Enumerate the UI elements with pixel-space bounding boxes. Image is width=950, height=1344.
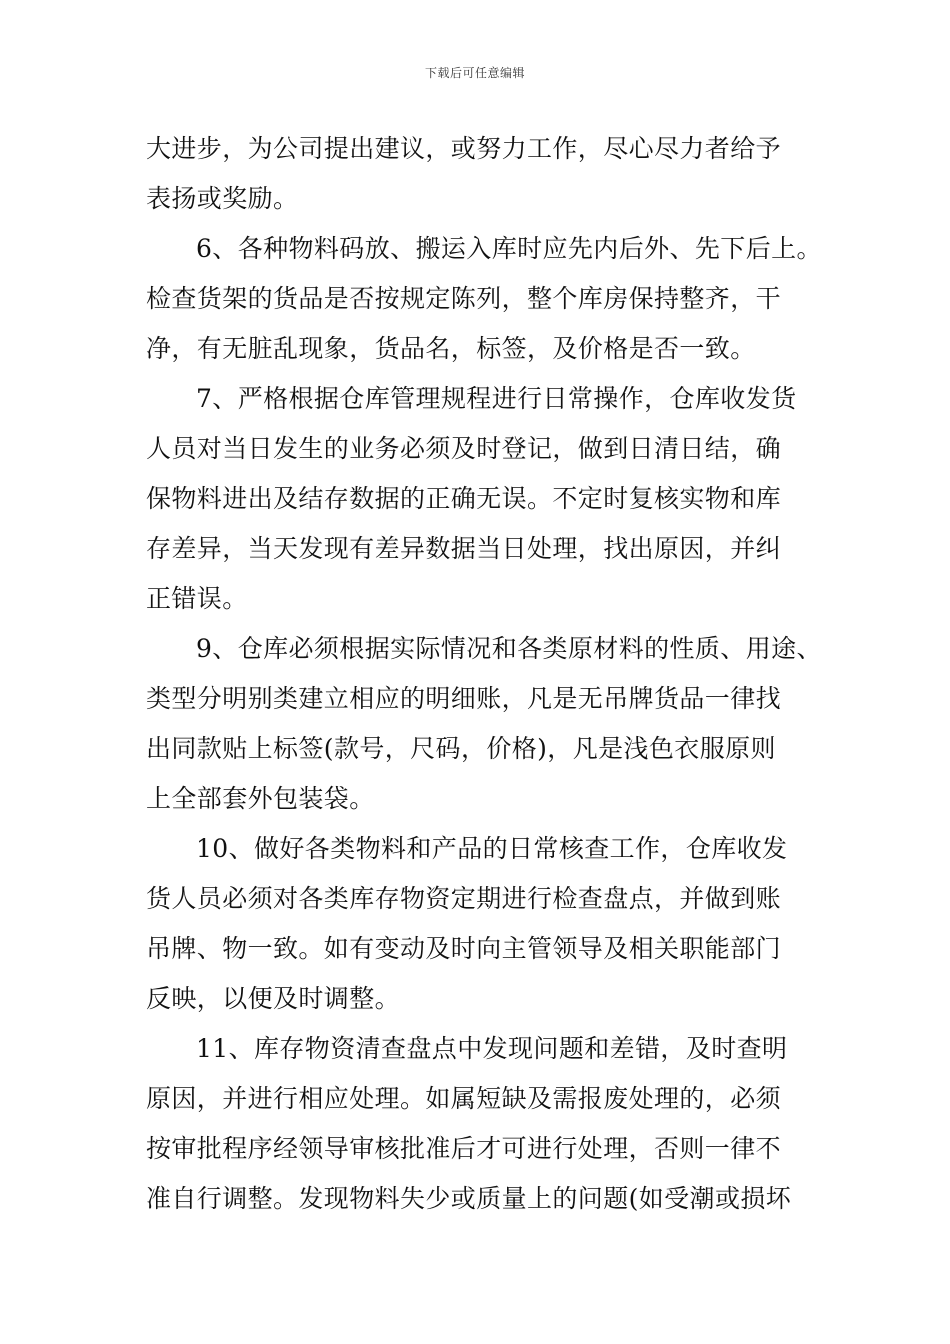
text-line: 货人员必须对各类库存物资定期进行检查盘点，并做到账 [146,884,782,913]
text-line: 保物料进出及结存数据的正确无误。不定时复核实物和库 [146,484,782,513]
text-line: 检查货架的货品是否按规定陈列，整个库房保持整齐，干 [146,284,782,313]
text-line: 原因，并进行相应处理。如属短缺及需报废处理的，必须 [146,1084,782,1113]
text-line: 大进步，为公司提出建议，或努力工作，尽心尽力者给予 [146,134,782,163]
text-line: 上全部套外包装袋。 [146,784,375,813]
paragraph-11-first-line: 11、库存物资清查盘点中发现问题和差错，及时查明 [196,1034,788,1063]
text-line: 准自行调整。发现物料失少或质量上的问题(如受潮或损坏 [146,1184,792,1213]
text-line: 类型分明别类建立相应的明细账，凡是无吊牌货品一律找 [146,684,782,713]
paragraph-10-first-line: 10、做好各类物料和产品的日常核查工作，仓库收发 [196,834,788,863]
text-line: 表扬或奖励。 [146,184,299,213]
paragraph-7-first-line: 7、严格根据仓库管理规程进行日常操作，仓库收发货 [196,384,797,413]
paragraph-9-first-line: 9、仓库必须根据实际情况和各类原材料的性质、用途、 [196,634,822,663]
text-line: 吊牌、物一致。如有变动及时向主管领导及相关职能部门 [146,934,782,963]
page-header: 下载后可任意编辑 [424,66,525,80]
text-line: 按审批程序经领导审核批准后才可进行处理，否则一律不 [146,1134,782,1163]
text-line: 正错误。 [146,584,248,613]
paragraph-6-first-line: 6、各种物料码放、搬运入库时应先内后外、先下后上。 [196,234,822,263]
text-line: 出同款贴上标签(款号，尺码，价格)，凡是浅色衣服原则 [146,734,776,763]
text-line: 人员对当日发生的业务必须及时登记，做到日清日结，确 [146,434,782,463]
text-line: 净，有无脏乱现象，货品名，标签，及价格是否一致。 [146,334,756,363]
text-line: 存差异，当天发现有差异数据当日处理，找出原因，并纠 [146,534,782,563]
text-line: 反映，以便及时调整。 [146,984,401,1013]
